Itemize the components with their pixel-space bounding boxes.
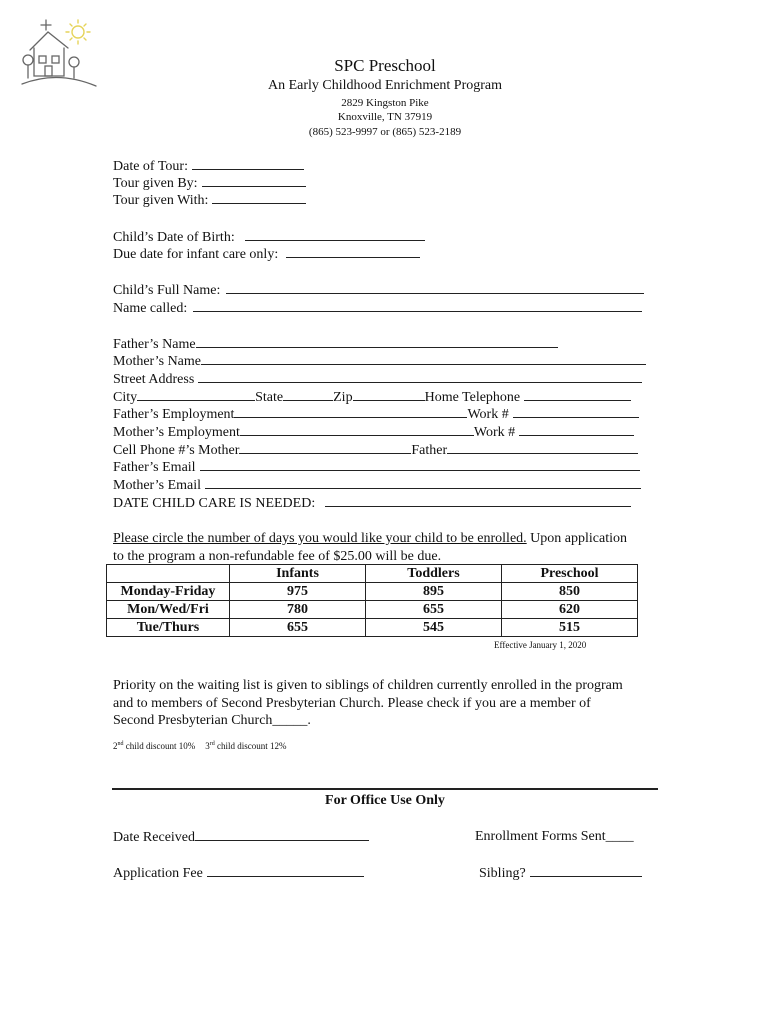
mother-email-label: Mother’s Email [113,478,202,493]
street-address-row [113,370,642,388]
city-row [113,388,631,406]
cell-phone-row [113,441,638,459]
date-received-row [113,828,369,846]
row-label: Tue/Thurs [107,619,230,637]
table-cell[interactable]: 895 [366,583,502,601]
mother-email-field[interactable] [205,476,641,489]
father-email-row [113,458,640,476]
due-date-field[interactable] [286,245,420,258]
phone-numbers: (865) 523-9997 or (865) 523-2189 [308,126,462,138]
table-cell[interactable]: 975 [230,583,366,601]
mother-work-field[interactable] [519,423,634,436]
name-called-label: Name called: [113,301,188,316]
mother-name-label: Mother’s Name [113,354,201,369]
child-dob-row [113,228,425,246]
child-dob-label: Child’s Date of Birth: [113,230,235,245]
child-full-name-field[interactable] [226,281,644,294]
office-divider [112,788,658,790]
address-city: Knoxville, TN 37919 [337,111,433,123]
table-header-preschool: Preschool [502,565,638,583]
mother-employment-label: Mother’s Employment [113,425,240,440]
sibling-discounts [113,741,287,751]
tour-date-row [113,157,304,175]
office-heading: For Office Use Only [325,793,445,808]
application-fee-label: Application Fee [113,866,203,881]
table-header-row [107,565,638,583]
effective-date: Effective January 1, 2020 [494,640,587,650]
tuition-table [106,564,638,637]
table-row [107,583,638,601]
sibling-row [479,864,642,882]
table-row [107,619,638,637]
home-telephone-label: Home Telephone [424,390,521,405]
cell-phone-mother-label: Cell Phone #’s Mother [113,443,240,458]
tour-date-field[interactable] [192,157,304,170]
tour-given-by-field[interactable] [202,174,306,187]
father-employment-field[interactable] [234,405,467,418]
enrollment-instructions [113,530,633,565]
father-employment-label: Father’s Employment [113,407,235,422]
discount-3-num: 3 [205,741,210,751]
discount-3-sup: rd [209,741,215,747]
street-address-field[interactable] [198,370,642,383]
mother-name-field[interactable] [201,352,646,365]
tour-given-with-row [113,191,306,209]
discount-3-text: child discount 12% [214,741,287,751]
due-date-row [113,245,420,263]
program-subtitle: An Early Childhood Enrichment Program [267,78,503,93]
zip-label: Zip [333,390,353,405]
cell-phone-father-label: Father [411,443,448,458]
date-received-field[interactable] [195,828,369,841]
sibling-label: Sibling? [479,866,526,881]
father-email-field[interactable] [200,458,640,471]
date-needed-label: DATE CHILD CARE IS NEEDED: [113,496,316,511]
father-email-label: Father’s Email [113,460,196,475]
priority-text: Priority on the waiting list is given to siblings of children currently enrolled in the program and to members of Second Presbyterian Church. Please check if you are a member of Second Presbyterian Church_____. [113,678,623,728]
tour-given-by-row [113,174,306,192]
enrollment-instruction-underlined: Please circle the number of days you would like your child to be enrolled. [113,531,527,546]
father-work-label: Work # [467,407,509,422]
table-cell[interactable]: 850 [502,583,638,601]
tour-given-with-field[interactable] [212,191,306,204]
cell-phone-mother-field[interactable] [239,441,411,454]
application-fee-row [113,864,364,882]
date-needed-row [113,494,631,512]
table-header-cell [107,565,230,583]
discount-2-sup: nd [117,741,124,747]
child-full-name-label: Child’s Full Name: [113,283,221,298]
table-cell[interactable]: 545 [366,619,502,637]
table-cell[interactable]: 655 [230,619,366,637]
row-label: Mon/Wed/Fri [107,601,230,619]
enrollment-instruction-rest: Upon application to the program a non-refundable fee of $25.00 will be due. [113,531,627,564]
father-work-field[interactable] [513,405,639,418]
name-called-row [113,299,642,317]
tour-given-by-label: Tour given By: [113,176,198,191]
application-fee-field[interactable] [207,864,364,877]
table-cell[interactable]: 515 [502,619,638,637]
street-address-label: Street Address [113,372,195,387]
mother-work-label: Work # [473,425,516,440]
table-header-toddlers: Toddlers [366,565,502,583]
father-name-field[interactable] [196,335,558,348]
father-name-label: Father’s Name [113,337,196,352]
table-header-infants: Infants [230,565,366,583]
table-row [107,601,638,619]
child-full-name-row [113,281,644,299]
city-label: City [113,390,138,405]
sibling-field[interactable] [530,864,642,877]
table-cell[interactable]: 780 [230,601,366,619]
address-street: 2829 Kingston Pike [341,97,429,109]
cell-phone-father-field[interactable] [447,441,638,454]
row-label: Monday-Friday [107,583,230,601]
table-cell[interactable]: 620 [502,601,638,619]
tour-given-with-label: Tour given With: [113,193,209,208]
state-label: State [255,390,284,405]
due-date-label: Due date for infant care only: [113,247,279,262]
home-telephone-field[interactable] [524,388,631,401]
zip-field[interactable] [353,388,425,401]
discount-2-num: 2 [113,741,118,751]
enrollment-forms-sent[interactable]: Enrollment Forms Sent____ [475,829,634,844]
mother-email-row [113,476,641,494]
city-field[interactable] [137,388,255,401]
name-called-field[interactable] [193,299,642,312]
child-dob-field[interactable] [245,228,425,241]
father-name-row [113,335,558,353]
mother-employment-field[interactable] [240,423,474,436]
mother-name-row [113,352,646,370]
tour-date-label: Date of Tour: [113,159,188,174]
date-received-label: Date Received [113,830,196,845]
discount-2-text: child discount 10% [123,741,196,751]
mother-employment-row [113,423,634,441]
father-employment-row [113,405,639,423]
date-needed-field[interactable] [325,494,631,507]
table-cell[interactable]: 655 [366,601,502,619]
school-name: SPC Preschool [334,56,436,75]
state-field[interactable] [283,388,333,401]
